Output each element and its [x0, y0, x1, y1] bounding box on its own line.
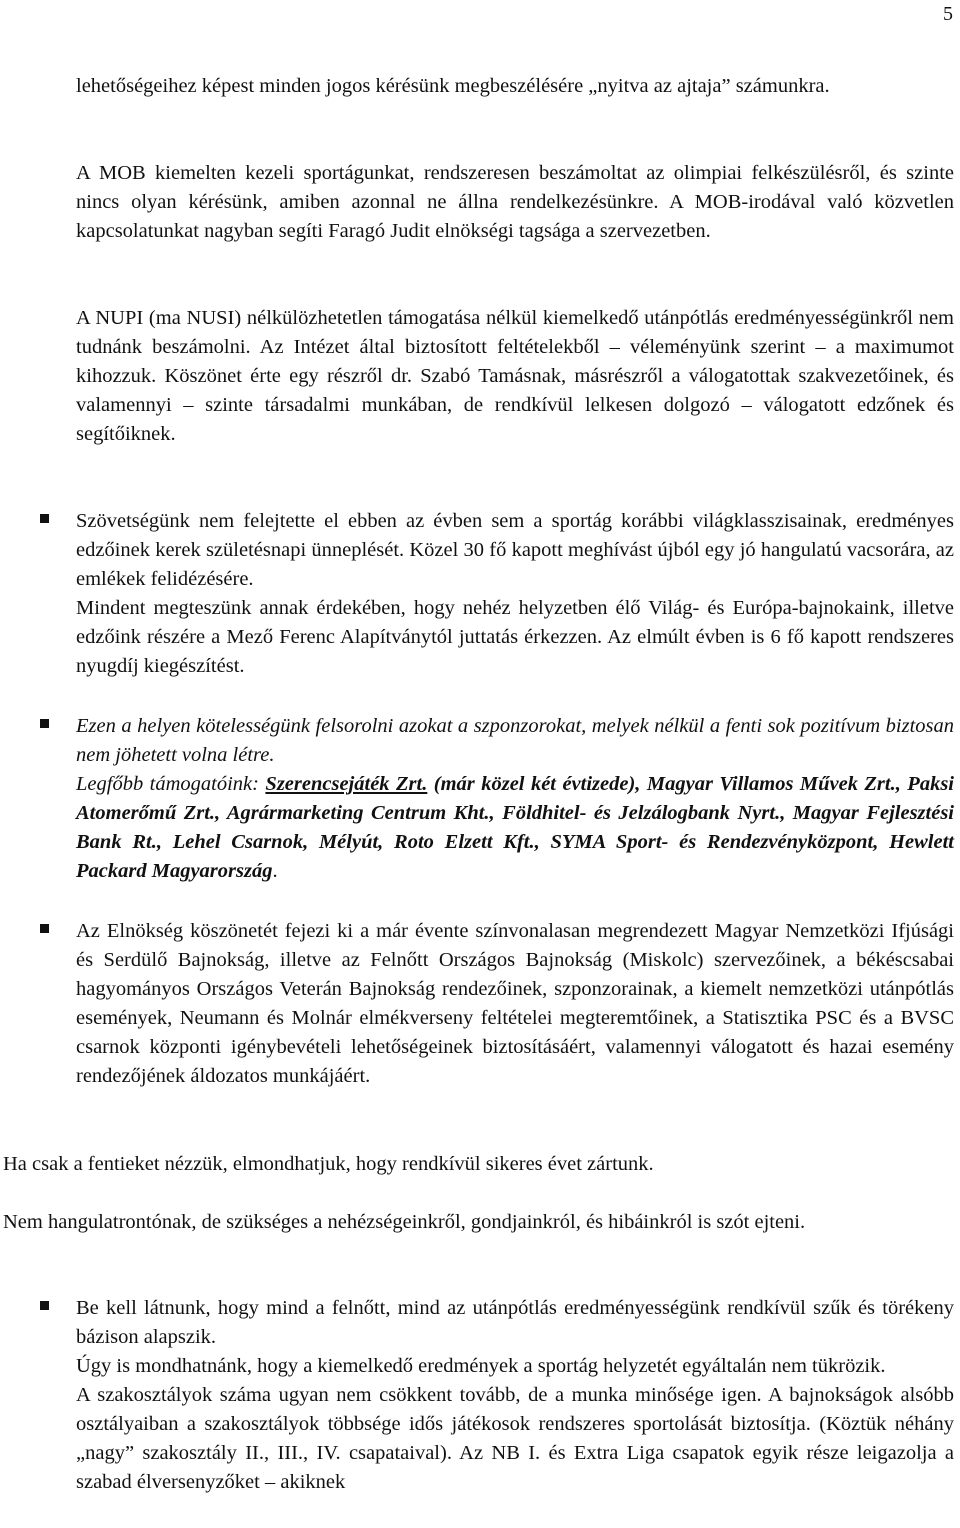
sponsor-main: Szerencsejáték Zrt. [265, 773, 428, 795]
bullet-item-thanks: Az Elnökség köszönetét fejezi ki a már évente színvonalasan megrendezett Magyar Nemzetközi Ifjúsági és Serdülő Bajnokság, illetve az Felnőtt Országos Bajnokság (Miskolc) szervezőinek, a békéscsabai hagyományos Országos Veterán Bajnokság rendezőinek, szponzorainak, a kiemelt nemzetközi utánpótlás események, Neumann és Molnár elmékverseny feltételei megteremtőinek, a Statisztika PSC és a BVSC csarnok központi igénybevételi lehetőségeinek biztosításáért, valamennyi válogatott és hazai esemény rendezőjének áldozatos munkájáért. [76, 920, 954, 1087]
sponsors-period: . [272, 860, 278, 882]
paragraph-difficulties: Nem hangulatrontónak, de szükséges a nehézségeinkről, gondjainkról, és hibáinkról is szót ejteni. [3, 1211, 806, 1233]
bullet-square-icon [40, 514, 49, 523]
bullet-item-base [76, 1294, 954, 1497]
bullet-square-icon [40, 924, 49, 933]
bullet-square-icon [40, 1301, 49, 1310]
bullet-item-sponsors [76, 712, 954, 886]
bullet-text: Mindent megteszünk annak érdekében, hogy nehéz helyzetben élő Világ- és Európa-bajnokaink, illetve edzőink részére a Mező Ferenc Alapítványtól juttatás érkezzen. Az elmúlt évben is 6 fő kapott rendszeres nyugdíj kiegészítést. [76, 597, 954, 677]
bullet-item-anniversaries [76, 507, 954, 681]
sponsors-label: Legfőbb támogatóink: [76, 773, 259, 795]
bullet-square-icon [40, 719, 49, 728]
paragraph-intro-continuation: lehetőségeihez képest minden jogos kérésünk megbeszélésére „nyitva az ajtaja” számunkra. [76, 75, 830, 97]
sponsors-intro: Ezen a helyen kötelességünk felsorolni azokat a szponzorokat, melyek nélkül a fenti sok pozitívum biztosan nem jöhetett volna létre. [76, 715, 954, 766]
paragraph-mob: A MOB kiemelten kezeli sportágunkat, rendszeresen beszámoltat az olimpiai felkészülésről, és szinte nincs olyan kérésünk, amiben azonnal ne állna rendelkezésünkre. A MOB-irodával való közvetlen kapcsolatunkat nagyban segíti Faragó Judit elnökségi tagsága a szervezetben. [76, 162, 954, 242]
bullet-text: A szakosztályok száma ugyan nem csökkent tovább, de a munka minősége igen. A bajnokságok alsóbb osztályaiban a szakosztályok többsége idős játékosok rendszeres sportolását biztosítja. (Köztük néhány „nagy” szakosztály II., III., IV. csapataival). Az NB I. és Extra Liga csapatok egyik része leigazolja a szabad élversenyzőket – akiknek [76, 1384, 954, 1493]
paragraph-nupi: A NUPI (ma NUSI) nélkülözhetetlen támogatása nélkül kiemelkedő utánpótlás eredményességünkről nem tudnánk beszámolni. Az Intézet által biztosított feltételekből – véleményünk szerint – a maximumot kihozzuk. Köszönet érte egy részről dr. Szabó Tamásnak, másrészről a válogatottak szakvezetőinek, és valamennyi – szinte társadalmi munkában, de rendkívül lelkesen dolgozó – válogatott edzőnek és segítőiknek. [76, 307, 954, 445]
paragraph-summary: Ha csak a fentieket nézzük, elmondhatjuk, hogy rendkívül sikeres évet zártunk. [3, 1153, 654, 1175]
bullet-text: Úgy is mondhatnánk, hogy a kiemelkedő eredmények a sportág helyzetét egyáltalán nem tükrözik. [76, 1355, 886, 1377]
bullet-text: Be kell látnunk, hogy mind a felnőtt, mind az utánpótlás eredményességünk rendkívül szűk és törékeny bázison alapszik. [76, 1297, 954, 1348]
sponsors-rest: (már közel két évtizede), Magyar Villamos Művek Zrt., Paksi Atomerőmű Zrt., Agrármarketing Centrum Kht., Földhitel- és Jelzálogbank Nyrt., Magyar Fejlesztési Bank Rt., Lehel Csarnok, Mélyút, Roto Elzett Kft., SYMA Sport- és Rendezvényközpont, Hewlett Packard Magyarország [76, 773, 955, 882]
sponsors-list [76, 770, 954, 886]
page-number: 5 [943, 3, 953, 25]
bullet-text: Szövetségünk nem felejtette el ebben az évben sem a sportág korábbi világklasszisainak, eredményes edzőinek kerek születésnapi ünneplését. Közel 30 fő kapott meghívást újból egy jó hangulatú vacsorára, az emlékek felidézésére. [76, 510, 954, 590]
